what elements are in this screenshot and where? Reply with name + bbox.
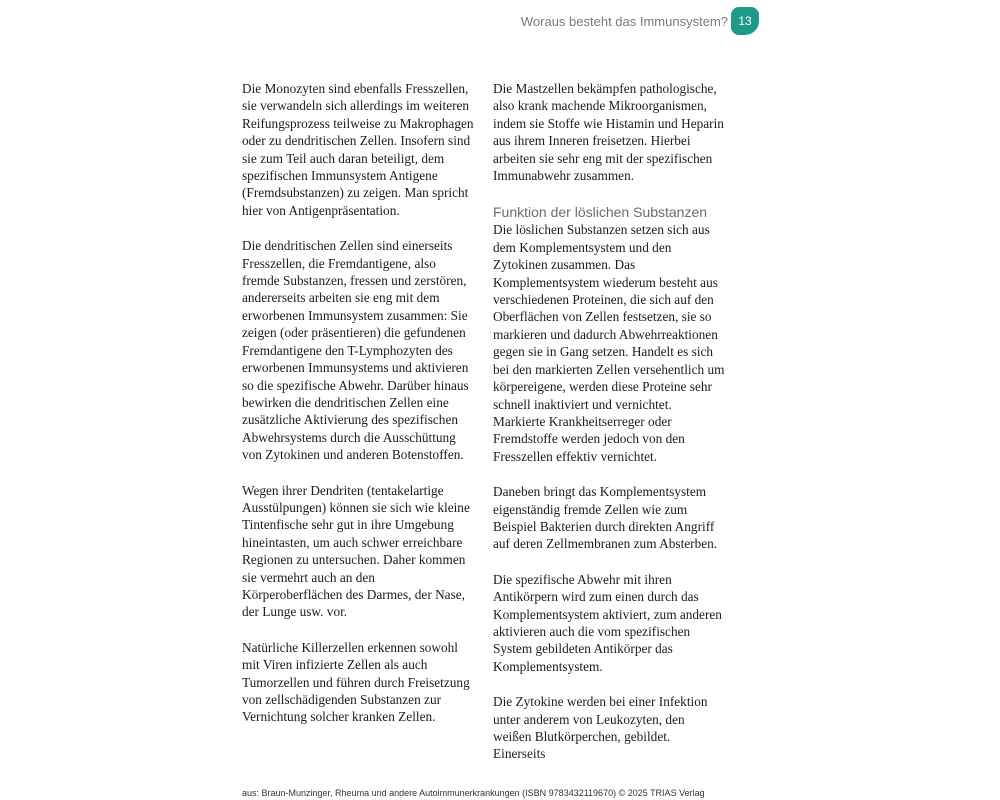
- paragraph-mastzellen: Die Mastzellen bekämpfen pathologische, also krank machende Mikroorganismen, indem sie Stoffe wie Histamin und Heparin aus ihrem Inneren freisetzen. Hierbei arbeiten sie sehr eng mit der spezifischen Immunabwehr zusammen.: [493, 81, 724, 184]
- paragraph-zytokine: Die Zytokine werden bei einer Infektion unter anderem von Leukozyten, den weißen Blutkörperchen, gebildet. Einerseits: [493, 694, 708, 762]
- section-heading: Funktion der löslichen Substanzen: [493, 204, 708, 221]
- footer-citation: aus: Braun-Munzinger, Rheuma und andere Autoimmunerkrankungen (ISBN 9783432119670) © 2025 TRIAS Verlag: [242, 788, 705, 798]
- paragraph-komplementsystem: Daneben bringt das Komplementsystem eigenständig fremde Zellen wie zum Beispiel Bakterien durch direkten Angriff auf deren Zellmembranen zum Absterben.: [493, 484, 718, 552]
- running-head: Woraus besteht das Immunsystem?: [520, 14, 728, 29]
- right-column: [493, 80, 725, 781]
- paragraph-monozyten: Die Monozyten sind ebenfalls Fresszellen, sie verwandeln sich allerdings im weiteren Reifungsprozess teilweise zu Makrophagen oder zu dendritischen Zellen. Insofern sind sie zum Teil auch daran beteiligt, dem spezifischen Immunsystem Antigene (Fremdsubstanzen) zu zeigen. Man spricht hier von Antigenpräsentation.: [242, 81, 474, 218]
- paragraph-dendritische-zellen: Die dendritischen Zellen sind einerseits Fresszellen, die Fremdantigene, also fremde Substanzen, fressen und zerstören, andererseits arbeiten sie eng mit dem erworbenen Immunsystem zusammen: Sie zeigen (oder präsentieren) die gefundenen Fremdantigene den T-Lymphozyten des erworbenen Immunsystems und aktivieren so die spezifische Abwehr. Darüber hinaus bewirken die dendritischen Zellen eine zusätzliche Aktivierung des spezifischen Abwehrsystems durch die Ausschüttung von Zytokinen und anderen Botenstoffen.: [242, 238, 469, 463]
- paragraph-loesliche-substanzen: Die löslichen Substanzen setzen sich aus dem Komplementsystem und den Zytokinen zusammen. Das Komplementsystem wiederum besteht aus verschiedenen Proteinen, die sich auf den Oberflächen von Zellen festsetzen, sie so markieren und dadurch Abwehrreaktionen gegen sie in Gang setzen. Handelt es sich bei den markierten Zellen versehentlich um körpereigene, werden diese Proteine sehr schnell inaktiviert und vernichtet. Markierte Krankheitserreger oder Fremdstoffe werden jedoch von den Fresszellen effektiv vernichtet.: [493, 222, 725, 464]
- left-column: [242, 80, 474, 744]
- paragraph-killerzellen: Natürliche Killerzellen erkennen sowohl mit Viren infizierte Zellen als auch Tumorzellen und führen durch Freisetzung von zellschädigenden Substanzen zur Vernichtung solcher kranken Zellen.: [242, 639, 470, 725]
- paragraph-dendriten: Wegen ihrer Dendriten (tentakelartige Ausstülpungen) können sie sich wie kleine Tintenfische sehr gut in ihre Umgebung hineintasten, um auch schwer erreichbare Regionen zu untersuchen. Daher kommen sie vermehrt auch an den Körperoberflächen des Darmes, der Nase, der Lunge usw. vor.: [242, 482, 470, 620]
- paragraph-antikoerper: Die spezifische Abwehr mit ihren Antikörpern wird zum einen durch das Komplementsystem aktiviert, zum anderen aktivieren auch die vom spezifischen System gebildeten Antikörper das Komplementsystem.: [493, 571, 722, 674]
- page-number-badge: 13: [731, 7, 759, 35]
